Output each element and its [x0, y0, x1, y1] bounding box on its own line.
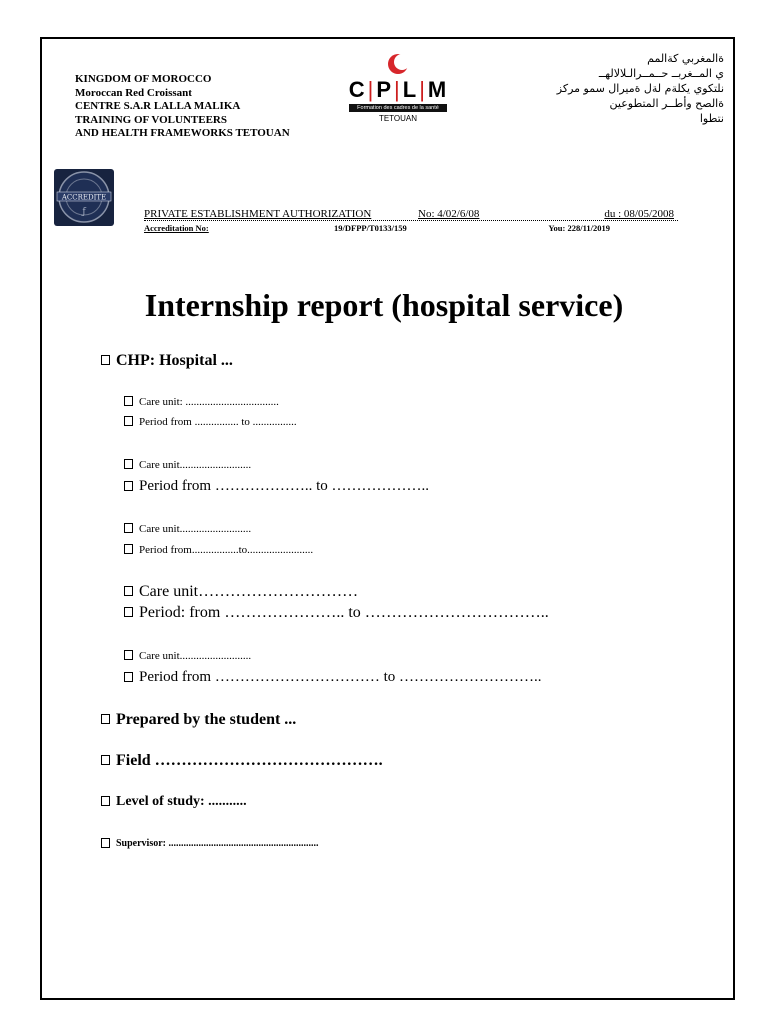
hospital-line: [101, 352, 233, 370]
header-right-line: نتطوا: [699, 112, 724, 125]
logo-tagline: Formation des cadres de la santé: [349, 104, 447, 112]
authorization-date: du : 08/05/2008: [604, 208, 674, 220]
header-right-line: ةالمغربي كةالمم: [647, 52, 724, 65]
red-crescent-icon: [387, 52, 409, 76]
care-unit-line-1: [124, 396, 279, 408]
care-unit-label: Care unit..........................: [139, 650, 252, 662]
supervisor-label: Supervisor: ............................................................: [116, 838, 319, 849]
header-right-line: نلتكوي يكلةم لةل ةميرال سمو مركز: [556, 82, 724, 95]
period-line-5: [124, 669, 542, 686]
field-label: Field …………………………………….: [116, 752, 383, 769]
logo-letter: M: [427, 77, 448, 102]
period-line-3: [124, 544, 313, 556]
checkbox-icon[interactable]: [124, 416, 133, 426]
care-unit-label: Care unit..........................: [139, 523, 252, 535]
period-line-4: [124, 604, 549, 622]
period-line-2: [124, 478, 429, 495]
period-line-1: [124, 416, 297, 428]
header-left-line: AND HEALTH FRAMEWORKS TETOUAN: [75, 127, 290, 139]
accreditation-date: You: 228/11/2019: [548, 223, 610, 233]
level-line: [101, 794, 247, 810]
checkbox-icon[interactable]: [101, 796, 110, 806]
period-label: Period: from ………………….. to ……………………………..: [139, 604, 549, 621]
checkbox-icon[interactable]: [124, 523, 133, 533]
checkbox-icon[interactable]: [124, 650, 133, 660]
logo-city: TETOUAN: [378, 114, 418, 123]
logo-letter: P: [376, 77, 393, 102]
checkbox-icon[interactable]: [124, 481, 133, 491]
authorization-line: [144, 208, 678, 221]
care-unit-label: Care unit: ..................................: [139, 396, 279, 408]
period-label: Period from ................ to ................: [139, 416, 297, 428]
checkbox-icon[interactable]: [101, 838, 110, 848]
cplm-logo: [343, 52, 453, 132]
header-left-line: Moroccan Red Croissant: [75, 86, 192, 99]
checkbox-icon[interactable]: [124, 607, 133, 617]
checkbox-icon[interactable]: [101, 714, 110, 724]
care-unit-line-2: [124, 459, 251, 471]
accreditation-line: [144, 223, 610, 233]
header-left-block: [75, 73, 290, 141]
header-right-line: ةالصح وأطــر المتطوعين: [609, 97, 724, 110]
checkbox-icon[interactable]: [124, 396, 133, 406]
accreditation-seal-icon: [54, 169, 114, 226]
checkbox-icon[interactable]: [124, 586, 133, 596]
care-unit-label: Care unit..........................: [139, 459, 252, 471]
level-label: Level of study: ...........: [116, 794, 247, 809]
page-border: [40, 37, 735, 1000]
prepared-by-line: [101, 711, 296, 729]
header-left-line: TRAINING OF VOLUNTEERS: [75, 113, 227, 126]
prepared-by-label: Prepared by the student ...: [116, 711, 297, 728]
accreditation-label: Accreditation No:: [144, 223, 209, 233]
field-line: [101, 752, 383, 770]
hospital-label: CHP: Hospital ...: [116, 352, 233, 369]
period-label: Period from …………………………… to ………………………..: [139, 669, 542, 685]
authorization-label: PRIVATE ESTABLISHMENT AUTHORIZATION: [144, 208, 372, 220]
care-unit-label: Care unit…………………………: [139, 583, 359, 600]
care-unit-line-5: [124, 650, 251, 662]
care-unit-line-3: [124, 523, 251, 535]
checkbox-icon[interactable]: [101, 755, 110, 765]
seal-text: ACCREDITE: [61, 193, 107, 202]
page-title: Internship report (hospital service): [144, 287, 624, 323]
period-label: Period from ……………….. to ………………..: [139, 478, 429, 494]
svg-text:ƒ: ƒ: [82, 207, 86, 217]
accreditation-number: 19/DFPP/T0133/159: [334, 223, 407, 233]
checkbox-icon[interactable]: [101, 355, 110, 365]
checkbox-icon[interactable]: [124, 544, 133, 554]
period-label: Period from.................to........................: [139, 544, 314, 556]
supervisor-line: [101, 838, 319, 849]
logo-letter: L: [402, 77, 418, 102]
care-unit-line-4: [124, 583, 358, 601]
checkbox-icon[interactable]: [124, 672, 133, 682]
header-left-line: KINGDOM OF MOROCCO: [75, 73, 212, 85]
header-right-block: [557, 51, 724, 126]
logo-letter: C: [348, 77, 366, 102]
authorization-number: No: 4/02/6/08: [418, 208, 480, 220]
logo-letters: C|P|L|M: [348, 77, 448, 102]
header-left-line: CENTRE S.A.R LALLA MALIKA: [75, 100, 241, 112]
header-right-line: ي المــغربــ حــمــرالـلالالهــ: [598, 67, 724, 80]
checkbox-icon[interactable]: [124, 459, 133, 469]
